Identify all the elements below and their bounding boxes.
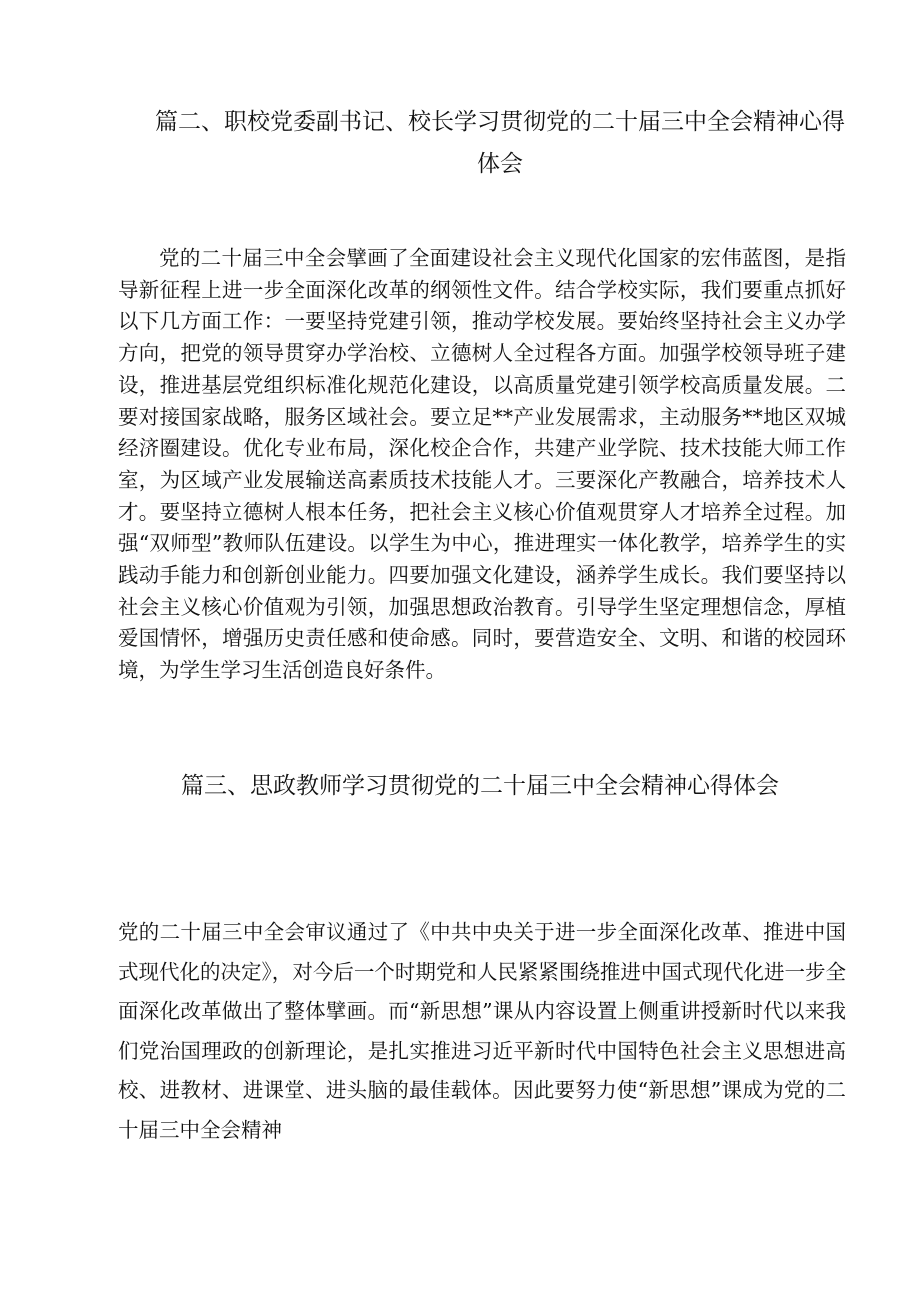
section-3-title: 篇三、思政教师学习贯彻党的二十届三中全会精神心得体会 (181, 773, 779, 799)
section-2-body: 党的二十届三中全会擘画了全面建设社会主义现代化国家的宏伟蓝图，是指导新征程上进一步全面深化改革的纲领性文件。结合学校实际，我们要重点抓好以下几方面工作：一要坚持党建引领，推动学校发展。要始终坚持社会主义办学方向，把党的领导贯穿办学治校、立德树人全过程各方面。加强学校领导班子建设，推进基层党组织标准化规范化建设，以高质量党建引领学校高质量发展。二要对接国家战略，服务区域社会。要立足**产业发展需求，主动服务**地区双城经济圈建设。优化专业布局，深化校企合作，共建产业学院、技术技能大师工作室，为区域产业发展输送高素质技术技能人才。三要深化产教融合，培养技术人才。要坚持立德树人根本任务，把社会主义核心价值观贯穿人才培养全过程。加强“双师型”教师队伍建设。以学生为中心，推进理实一体化教学，培养学生的实践动手能力和创新创业能力。四要加强文化建设，涵养学生成长。我们要坚持以社会主义核心价值观为引领，加强思想政治教育。引导学生坚定理想信念，厚植爱国情怀，增强历史责任感和使命感。同时，要营造安全、文明、和谐的校园环境，为学生学习生活创造良好条件。 (118, 246, 846, 683)
section-3-body: 党的二十届三中全会审议通过了《中共中央关于进一步全面深化改革、推进中国式现代化的决定》，对今后一个时期党和人民紧紧围绕推进中国式现代化进一步全面深化改革做出了整体擘画。而“新思想”课从内容设置上侧重讲授新时代以来我们党治国理政的创新理论，是扎实推进习近平新时代中国特色社会主义思想进高校、进教材、进课堂、进头脑的最佳载体。因此要努力使“新思想”课成为党的二十届三中全会精神 (118, 920, 846, 1142)
section-2-title: 篇二、职校党委副书记、校长学习贯彻党的二十届三中全会精神心得体会 (155, 109, 845, 177)
